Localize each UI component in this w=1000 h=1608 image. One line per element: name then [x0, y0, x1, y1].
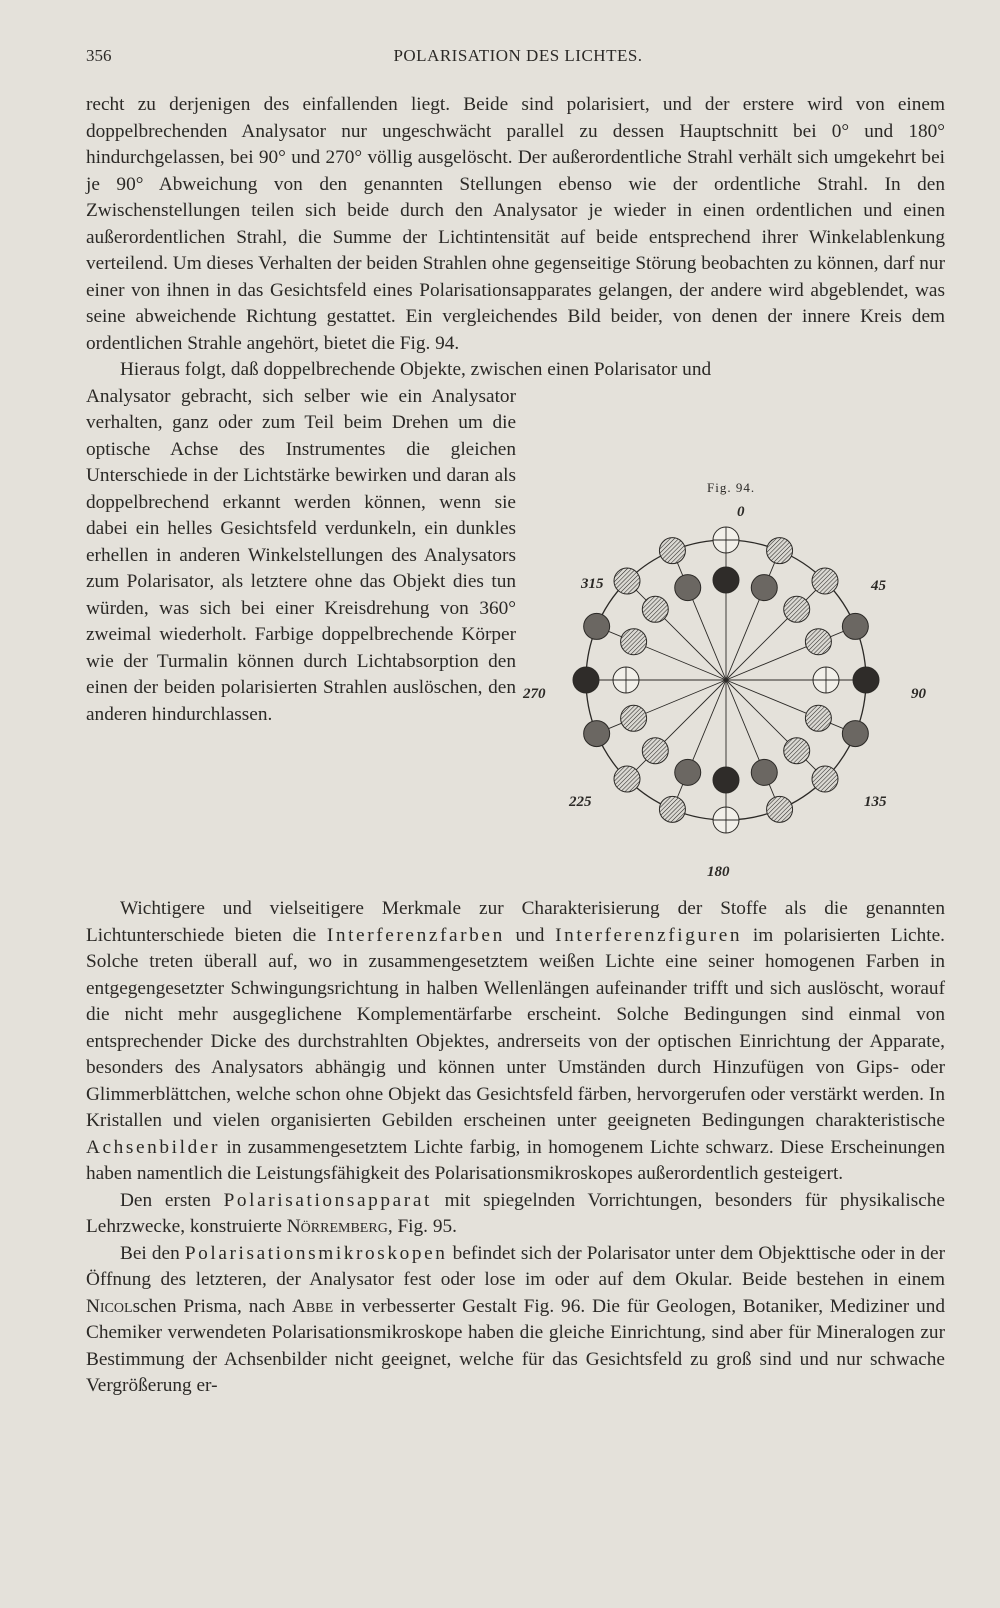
term-interferenzfarben: Interferenzfarben: [326, 924, 505, 946]
inner-dot-45: [784, 596, 810, 622]
angle-label-180: 180: [707, 864, 730, 880]
paragraph-4: Den ersten Polarisationsapparat mit spiegelnden Vorrichtungen, besonders für physikalische Lehrzwecke, konstruierte Nörremberg, Fig. 95.: [86, 1189, 945, 1237]
term-polarisationsapparat: Polarisationsapparat: [223, 1189, 432, 1211]
outer-dot-90: [853, 667, 879, 693]
spoke-315: [627, 581, 726, 680]
name-noerremberg: Nörremberg: [286, 1216, 388, 1237]
outer-dot-247.5: [584, 721, 610, 747]
outer-dot-22.5: [767, 538, 793, 564]
inner-dot-0: [713, 567, 739, 593]
inner-dot-337.5: [675, 575, 701, 601]
outer-dot-292.5: [584, 613, 610, 639]
inner-dot-180: [713, 767, 739, 793]
outer-dot-202.5: [659, 796, 685, 822]
inner-dot-67.5: [805, 629, 831, 655]
spoke-225: [627, 680, 726, 779]
page-header: [86, 46, 950, 76]
paragraph-2-first-line: Hieraus folgt, daß doppelbrechende Objekte, zwischen einen Polarisator und: [120, 359, 712, 380]
outer-dot-157.5: [767, 796, 793, 822]
paragraph-1: recht zu derjenigen des einfallenden liegt. Beide sind polarisiert, und der erstere wird von einem doppelbrechenden Analysator nur ungeschwächt parallel zu dessen Hauptschnitt bei 0° und 180° hindurchgelassen, bei 90° und 270° völlig ausgelöscht. Der außerordentliche Strahl verhält sich umgekehrt bei je 90° Abweichung von den genannten Stellungen ebenso wie der ordentliche Strahl. In den Zwischenstellungen teilen sich beide durch den Analysator je wieder in einen ordentlichen und einen außerordentlichen Strahl, die Summe der Lichtintensität auf beide entsprechend ihrer Winkelablenkung verteilend. Um dieses Verhalten der beiden Strahlen ohne gegenseitige Störung beobachten zu können, darf nur einer von ihnen in das Gesichtsfeld eines Polarisationsapparates gelangen, der andere wird abgeblendet, was seine abweichende Richtung gestattet. Ein vergleichendes Bild beider, von denen der innere Kreis dem ordentlichen Strahle angehört, bietet die Fig. 94.: [86, 94, 945, 354]
figure-caption: Fig. 94.: [707, 480, 756, 495]
page-number: 356: [86, 46, 112, 65]
term-interferenzfiguren: Interferenzfiguren: [555, 924, 743, 946]
angle-label-225: 225: [569, 794, 592, 810]
outer-dot-67.5: [842, 613, 868, 639]
angle-label-45: 45: [871, 578, 886, 594]
outer-dot-315: [614, 568, 640, 594]
inner-dot-225: [642, 738, 668, 764]
name-abbe: Abbe: [292, 1295, 334, 1317]
inner-dot-202.5: [675, 759, 701, 785]
figure-94: [520, 472, 940, 892]
paragraph-2-wrapped: Analysator gebracht, sich selber wie ein Analysator verhalten, ganz oder zum Teil beim Drehen um die optische Achse des Instrumentes die gleichen Unterschiede in der Lichtstärke bewirken und daran als doppelbrechend erkannt werden können, wenn sie dabei ein helles Gesichtsfeld verdunkeln, ein dunkles erhellen in anderen Winkelstellungen des Analysators zum Polarisator, als letztere ohne das Objekt dies tun würden, was sich bei einer Kreisdrehung von 360° zweimal wiederholt. Farbige doppelbrechende Körper wie der Turmalin können durch Lichtabsorption den einen der beiden polarisierten Strahlen auslöschen, den anderen hindurchlassen.: [86, 385, 516, 725]
inner-dot-247.5: [621, 705, 647, 731]
outer-dot-270: [573, 667, 599, 693]
inner-dot-315: [642, 596, 668, 622]
inner-dot-292.5: [621, 629, 647, 655]
spoke-135: [726, 680, 825, 779]
spoke-45: [726, 581, 825, 680]
name-nicol: Nicol: [86, 1295, 133, 1317]
angle-label-135: 135: [864, 794, 887, 810]
outer-dot-45: [812, 568, 838, 594]
inner-dot-22.5: [751, 575, 777, 601]
angle-label-90: 90: [911, 686, 926, 702]
outer-dot-337.5: [659, 538, 685, 564]
paragraph-5: Bei den Polarisationsmikroskopen befindet sich der Polarisator unter dem Objekttische oder in der Öffnung des letzteren, der Analysator fest oder lose im oder auf dem Okular. Beide bestehen in einem Nicolschen Prisma, nach Abbe in verbesserter Gestalt Fig. 96. Die für Geologen, Botaniker, Mediziner und Chemiker verwendeten Polarisationsmikroskope haben die gleiche Einrichtung, sind aber für Mineralogen zur Bestimmung der Achsenbilder nicht geeignet, welche für das Gesichtsfeld zu groß sind und nur schwache Vergrößerung er-: [86, 1242, 945, 1396]
paragraph-3: Wichtigere und vielseitigere Merkmale zur Charakterisierung der Stoffe als die genannten Lichtunterschiede bieten die Interferenzfarben und Interferenzfiguren im polarisierten Lichte. Solche treten überall auf, wo in zusammengesetztem weißen Lichte eine seiner homogenen Farben in entgegengesetzter Schwingungsrichtung in halben Wellenlängen aufeinander trifft und sich auslöscht, worauf die nicht mehr ausgeglichene Komplementärfarbe erscheint. Solche Bedingungen sind einmal von entsprechender Dicke des durchstrahlten Objektes, andrerseits von der optischen Einrichtung der Apparate, besonders des Analysators abhängig und können unter Umständen durch Hinzufügen von Gips- oder Glimmerblättchen, welche schon ohne Objekt das Gesichtsfeld färben, hervorgerufen oder verstärkt werden. In Kristallen und vielen organisierten Gebilden erscheinen unter geeigneten Bedingungen charakteristische Achsenbilder in zusammengesetztem Lichte farbig, in homogenem Lichte schwarz. Diese Erscheinungen haben namentlich die Leistungsfähigkeit des Polarisationsmikroskopes außerordentlich gesteigert.: [86, 898, 945, 1184]
term-polarisationsmikroskopen: Polarisationsmikroskopen: [184, 1242, 448, 1264]
term-achsenbilder: Achsenbilder: [86, 1136, 220, 1158]
angle-label-0: 0: [737, 504, 745, 520]
inner-dot-135: [784, 738, 810, 764]
outer-dot-225: [614, 766, 640, 792]
inner-dot-157.5: [751, 759, 777, 785]
text-block-lower: [86, 896, 945, 1400]
polarisation-circle-diagram: [520, 472, 940, 892]
outer-dot-135: [812, 766, 838, 792]
inner-dot-112.5: [805, 705, 831, 731]
angle-label-270: 270: [523, 686, 546, 702]
running-title: POLARISATION DES LICHTES.: [393, 46, 643, 65]
outer-dot-112.5: [842, 721, 868, 747]
angle-label-315: 315: [581, 576, 604, 592]
